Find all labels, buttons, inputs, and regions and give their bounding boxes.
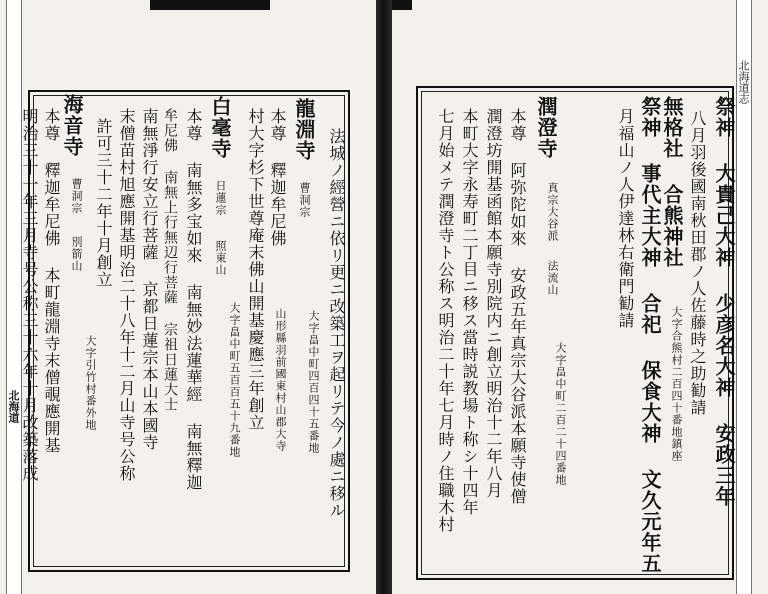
- temple-title-1: 龍淵寺: [292, 98, 316, 161]
- temple-title-2: 白毫寺: [208, 96, 232, 159]
- column-r5: 祭神 事代主大神 合祀 保食大神 文久元年五: [638, 96, 662, 574]
- left-page: [0, 0, 376, 594]
- column-14: 南無淨行安立行菩薩 京都日蓮宗本山本國寺: [140, 108, 159, 451]
- column-12: 本尊 南無多宝如來 南無妙法蓮華經 南無釋迦: [184, 108, 203, 491]
- sect-2: 日蓮宗: [214, 180, 227, 216]
- address-r4: 大字合熊村二百四十番地鎮座: [670, 306, 683, 462]
- top-cut: [150, 0, 270, 10]
- column-15: 末僧苗村旭應開基明治二十八年十二月山寺号公称: [117, 108, 136, 482]
- column-21: 本尊 釋迦牟尼佛 本町龍淵寺末僧覗應開基: [42, 108, 61, 454]
- column-22: 明治三十一年三月寺号公称三十六年十月改築落成: [20, 108, 39, 482]
- address-r10: 大字畠中町二百二十四番地: [554, 342, 567, 486]
- right-side-tab: 北海道志: [737, 60, 750, 104]
- column-16: 許可三十二年十月創立: [94, 118, 113, 288]
- right-page: [392, 0, 768, 594]
- address-1: 大字畠中町四百四十五番地: [307, 310, 320, 454]
- address-3: 大字引竹村番外地: [84, 335, 97, 431]
- sect-r: 真宗大谷派: [546, 182, 559, 242]
- left-side-tab: 北海道: [7, 390, 20, 423]
- temple-title-3: 海音寺: [60, 94, 84, 157]
- mountain-r: 法流山: [546, 260, 559, 296]
- mountain-3: 別箭山: [70, 236, 83, 272]
- column-13: 牟尼佛 南無上行無辺行菩薩 宗祖日蓮大士: [162, 108, 178, 412]
- column-r14: 七月始メテ潤澄寺ト公称ス明治二十年七月時ノ住職木村: [436, 108, 455, 533]
- address-2: 大字畠中町五百百五十九番地: [228, 302, 241, 458]
- sect-3: 曹洞宗: [70, 178, 83, 214]
- column-r13: 本町大字永寿町二丁目ニ移ス當時説教場ト称シ十四年: [460, 108, 479, 516]
- column-r3: 無格社 合熊神社: [660, 96, 684, 268]
- column-r12: 潤澄坊開基函館本願寺別院内ニ創立明治十二年八月: [484, 108, 503, 499]
- sect-1: 曹洞宗: [298, 182, 311, 218]
- column-r1: 祭神 大貴己大神 少彦名大神 安政三年: [712, 96, 736, 507]
- column-r2: 八月羽後國南秋田郡ノ人佐藤時之助勧請: [688, 110, 707, 416]
- column-1: 法城ノ經營ニ依リ更ニ改築工ヲ起リテ今ノ處ニ移ル: [327, 128, 346, 519]
- column-7: 村大字杉下世尊庵末佛山開基慶應三年創立: [246, 108, 265, 431]
- temple-title-r: 潤澄寺: [534, 96, 558, 159]
- column-r6: 月福山ノ人伊達林右衛門勧請: [616, 108, 635, 329]
- book-gutter: [376, 0, 392, 594]
- top-cut-right: [392, 0, 412, 10]
- mountain-2: 照東山: [214, 240, 227, 276]
- column-5: 本尊 釋迦牟尼佛: [268, 108, 287, 247]
- column-r11: 本尊 阿弥陀如來 安政五年真宗大谷派本願寺使僧: [508, 108, 527, 505]
- column-6: 山形縣羽前國東村山郡大寺: [274, 308, 287, 452]
